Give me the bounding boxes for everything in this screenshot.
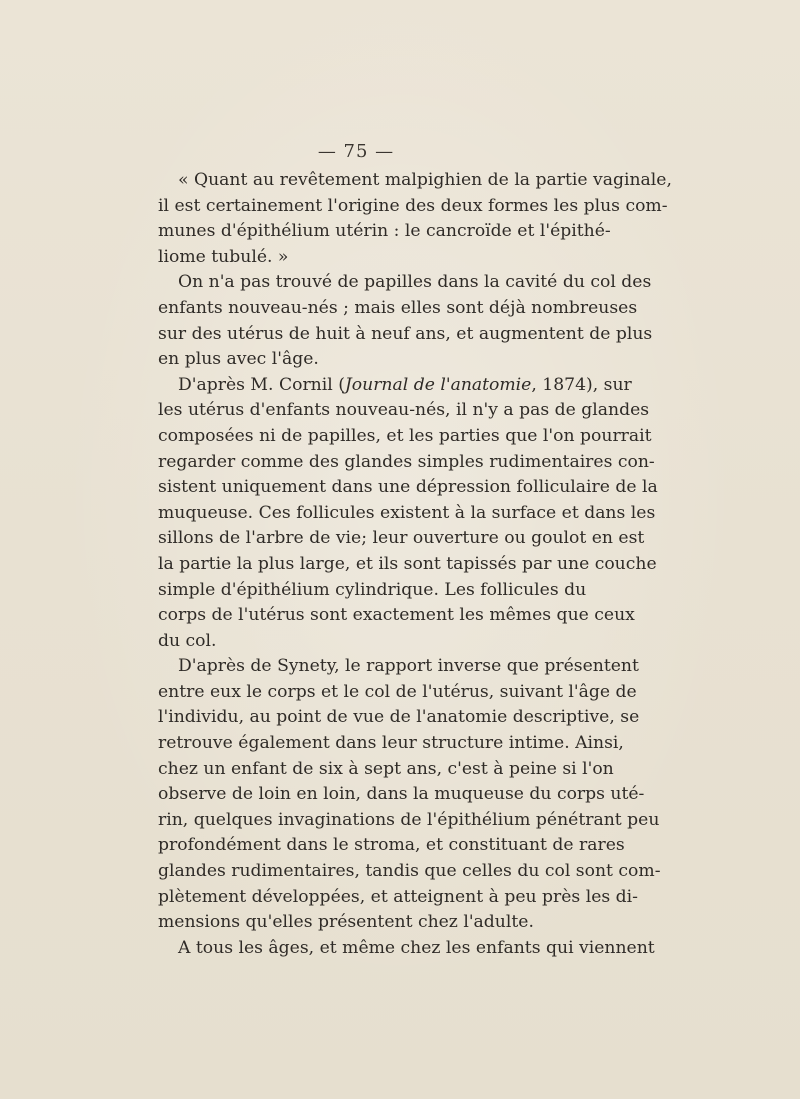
text-line: la partie la plus large, et ils sont tapissés par une couche	[158, 553, 657, 574]
text-line: chez un enfant de six à sept ans, c'est à peine si l'on	[158, 758, 614, 779]
text-line: du col.	[158, 630, 217, 651]
text-line: « Quant au revêtement malpighien de la partie vaginale,	[178, 170, 672, 190]
text-line: corps de l'utérus sont exactement les mêmes que ceux	[158, 605, 635, 626]
text-line: glandes rudimentaires, tandis que celles du col sont com-	[158, 861, 661, 882]
text-line	[138, 373, 632, 399]
text-line: A tous les âges, et même chez les enfants qui viennent	[178, 937, 655, 958]
text-line: profondément dans le stroma, et constituant de rares	[158, 835, 625, 856]
text-line: simple d'épithélium cylindrique. Les follicules du	[158, 579, 587, 600]
text-line: observe de loin en loin, dans la muqueuse du corps uté-	[158, 784, 645, 805]
text-line: retrouve également dans leur structure intime. Ainsi,	[158, 733, 624, 754]
page-number: — 75 —	[317, 141, 395, 162]
text-line: l'individu, au point de vue de l'anatomie descriptive, se	[158, 707, 640, 728]
text-line: D'après de Synety, le rapport inverse que présentent	[178, 656, 639, 677]
body-text	[138, 168, 672, 961]
journal-title: Journal de l'anatomie	[344, 374, 532, 395]
text-line: en plus avec l'âge.	[158, 349, 319, 370]
text-line: composées ni de papilles, et les parties que l'on pourrait	[158, 425, 652, 446]
text-run: , 1874), sur	[531, 374, 632, 395]
paragraph	[138, 373, 658, 655]
text-run: D'après M. Cornil (	[178, 374, 345, 395]
paragraph	[138, 168, 672, 270]
paragraph	[138, 654, 661, 936]
text-line: regarder comme des glandes simples rudimentaires con-	[158, 451, 655, 472]
text-line: sistent uniquement dans une dépression folliculaire de la	[158, 477, 658, 498]
text-line: enfants nouveau-nés ; mais elles sont déjà nombreuses	[158, 297, 638, 318]
text-line: il est certainement l'origine des deux formes les plus com-	[158, 195, 668, 216]
text-line: muqueuse. Ces follicules existent à la surface et dans les	[158, 502, 656, 523]
text-line: sillons de l'arbre de vie; leur ouverture ou goulot en est	[158, 528, 645, 549]
text-line: mensions qu'elles présentent chez l'adulte.	[158, 912, 534, 933]
text-line: plètement développées, et atteignent à peu près les di-	[158, 886, 638, 907]
text-line: les utérus d'enfants nouveau-nés, il n'y a pas de glandes	[158, 400, 650, 421]
text-line: On n'a pas trouvé de papilles dans la cavité du col des	[178, 272, 652, 293]
text-line: entre eux le corps et le col de l'utérus, suivant l'âge de	[158, 681, 637, 702]
paragraph	[138, 936, 655, 962]
paragraph	[138, 270, 653, 372]
text-line: liome tubulé. »	[158, 246, 289, 267]
text-line: munes d'épithélium utérin : le cancroïde et l'épithé-	[158, 221, 611, 242]
text-line: sur des utérus de huit à neuf ans, et augmentent de plus	[158, 323, 653, 344]
text-line: rin, quelques invaginations de l'épithélium pénétrant peu	[158, 809, 660, 830]
